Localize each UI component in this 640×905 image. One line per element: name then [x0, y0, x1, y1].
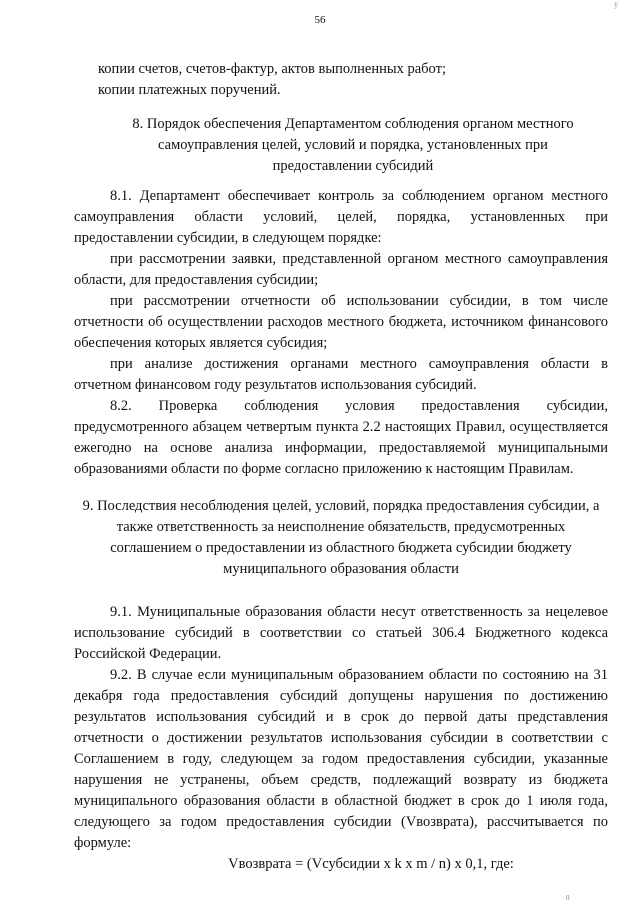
document-body: [74, 59, 608, 875]
corner-mark: ÿ: [614, 0, 618, 9]
section-8-1-item-2: при рассмотрении отчетности об использовании субсидии, в том числе отчетности об осуществлении расходов местного бюджета, источником финансового обеспечения которых является субсидия;: [74, 293, 608, 351]
section-9-2-paragraph: 9.2. В случае если муниципальным образованием области по состоянию на 31 декабря года предоставления субсидий допущены нарушения по достижению результатов использования субсидий и в срок до первой даты представления отчетности о достижении результатов использования субсидии в соответствии с Соглашением в году, следующем за годом предоставления субсидии, указанные нарушения не устранены, объем средств, подлежащий возврату из бюджета муниципального образования области в областной бюджет в срок до 1 июля года, следующего за годом предоставления субсидии (Vвозврата), рассчитывается по формуле:: [74, 667, 608, 851]
intro-line-1: копии счетов, счетов-фактур, актов выполненных работ;: [98, 61, 446, 77]
section-8-2-paragraph: 8.2. Проверка соблюдения условия предоставления субсидии, предусмотренного абзацем четвертым пункта 2.2 настоящих Правил, осуществляется ежегодно на основе анализа информации, предоставляемой муниципальными образованиями области по форме согласно приложению к настоящим Правилам.: [74, 398, 608, 477]
footer-mark: 0: [566, 894, 573, 902]
section-9-heading: 9. Последствия несоблюдения целей, условий, порядка предоставления субсидии, а также ответственность за неисполнение обязательств, предусмотренных соглашением о предоставлении из областного бюджета субсидии бюджету муниципального образования области: [82, 498, 600, 577]
section-8-1-item-1: при рассмотрении заявки, представленной органом местного самоуправления области, для предоставления субсидии;: [74, 251, 608, 288]
page-number: 56: [314, 14, 326, 26]
refund-formula: Vвозврата = (Vсубсидии x k x m / n) x 0,1, где:: [228, 856, 514, 872]
intro-line-2: копии платежных поручений.: [98, 82, 281, 98]
section-8-1-paragraph: 8.1. Департамент обеспечивает контроль за соблюдением органом местного самоуправления области условий, целей, порядка, установленных при предоставлении субсидии, в следующем порядке:: [74, 188, 608, 246]
section-8-heading: 8. Порядок обеспечения Департаментом соблюдения органом местного самоуправления целей, условий и порядка, установленных при предоставлении субсидий: [132, 116, 574, 174]
section-8-1-item-3: при анализе достижения органами местного самоуправления области в отчетном финансовом году результатов использования субсидий.: [74, 356, 608, 393]
section-9-1-paragraph: 9.1. Муниципальные образования области несут ответственность за нецелевое использование субсидий в соответствии со статьей 306.4 Бюджетного кодекса Российской Федерации.: [74, 604, 608, 662]
